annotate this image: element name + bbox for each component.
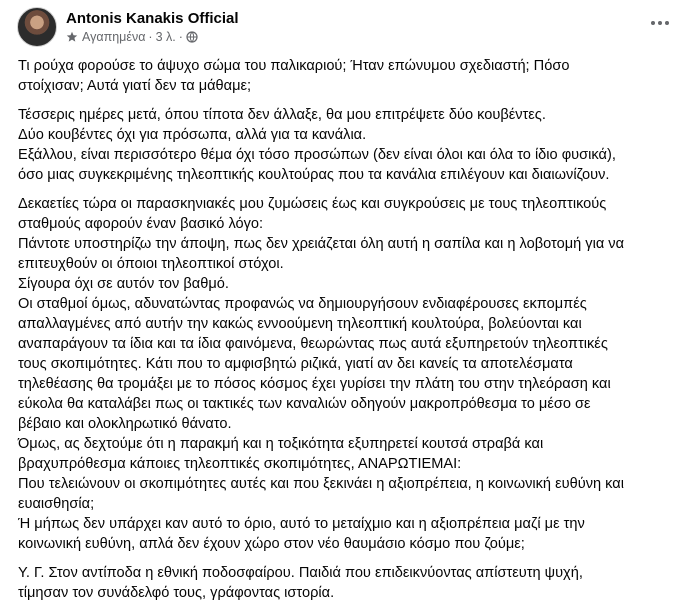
post-text-line: στοίχισαν; Αυτά γιατί δεν τα μάθαμε;: [18, 78, 252, 94]
post-paragraph: [18, 563, 686, 603]
post-text-line: Τέσσερις ημέρες μετά, όπου τίποτα δεν άλλαξε, θα μου επιτρέψετε δύο κουβέντες.: [18, 107, 546, 123]
post-text-line: κοινωνική ευθύνη, απλά δεν έχουν χώρο στον νέο θαυμάσιο κόσμο που ζούμε;: [18, 536, 525, 552]
post-text-line: Εξάλλου, είναι περισσότερο θέμα όχι τόσο προσώπων (δεν είναι όλοι και όλα το ίδιο φυσικά),: [18, 147, 616, 163]
avatar[interactable]: [17, 7, 57, 47]
post-text-line: αναπαράγουν τα ίδια και τα ίδια φαινόμενα, θεωρώντας πως αυτά εξυπηρετούν τηλεοπτικές: [18, 336, 608, 352]
post-text-line: βέβαιο και ολοκληρωτικό θάνατο.: [18, 416, 232, 432]
post-time[interactable]: 3 λ.: [155, 29, 176, 44]
post-text-line: τους σκοπιμότητες. Κάτι που το αμφισβητώ ριζικά, γιατί αν δει κανείς τα αποτελέσματα: [18, 356, 573, 372]
globe-icon[interactable]: [186, 31, 198, 43]
post-header: [17, 5, 239, 49]
post-text-line: Όμως, ας δεχτούμε ότι η παρακμή και η τοξικότητα εξυπηρετεί κουτσά στραβά και: [18, 436, 544, 452]
post-meta: [66, 9, 239, 46]
post-text-line: σταθμούς αφορούν έναν βασικό λόγο:: [18, 216, 264, 232]
audience-label[interactable]: Αγαπημένα: [82, 29, 146, 44]
post-text-line: Δεκαετίες τώρα οι παρασκηνιακές μου ζυμώσεις έως και συγκρούσεις με τους τηλεοπτικούς: [18, 196, 607, 212]
star-icon: [66, 31, 78, 43]
post-text-line: τίμησαν τον συνάδελφό τους, γράφοντας ιστορία.: [18, 585, 335, 601]
post-text-line: Δύο κουβέντες όχι για πρόσωπα, αλλά για τα κανάλια.: [18, 127, 367, 143]
post-text-line: βραχυπρόθεσμα κάποιες τηλεοπτικές σκοπιμότητες, ΑΝΑΡΩΤΙΕΜΑΙ:: [18, 456, 462, 472]
separator-dot: ·: [148, 29, 153, 44]
post-text-line: Υ. Γ. Στον αντίποδα η εθνική ποδοσφαίρου. Παιδιά που επιδεικνύοντας απίστευτη ψυχή,: [18, 565, 583, 581]
post-text-line: όσο μιας συγκεκριμένης τηλεοπτικής κουλτούρας που τα κανάλια επιλέγουν και διαιωνίζουν.: [18, 167, 610, 183]
post-text-line: επιτευχθούν οι όποιοι τηλεοπτικοί στόχοι.: [18, 256, 284, 272]
separator-dot: ·: [178, 29, 183, 44]
post-text-line: Πάντοτε υποστηρίζω την άποψη, πως δεν χρειάζεται όλη αυτή η σαπίλα και η λοβοτομή για να: [18, 236, 625, 252]
post-paragraph: [18, 56, 686, 96]
post-text-line: εύκολα θα καταλάβει πως οι τακτικές των καναλιών οδηγούν μακροπρόθεσμα το μέσο σε: [18, 396, 591, 412]
post-text-line: Που τελειώνουν οι σκοπιμότητες αυτές και που ξεκινάει η αξιοπρέπεια, η κοινωνική ευθύνη και: [18, 476, 624, 492]
post-paragraph: [18, 105, 686, 185]
author-name[interactable]: Antonis Kanakis Official: [66, 9, 239, 27]
post-text: [18, 56, 686, 612]
post-text-line: Τι ρούχα φορούσε το άψυχο σώμα του παλικαριού; Ήταν επώνυμου σχεδιαστή; Πόσο: [18, 58, 570, 74]
more-options-icon[interactable]: [648, 14, 672, 32]
post-paragraph: [18, 194, 686, 554]
post-text-line: τηλεθέασης θα τρομάξει με το πόσος κόσμος έχει γυρίσει την πλάτη του στην τηλεόραση και: [18, 376, 611, 392]
post-text-line: Οι σταθμοί όμως, αδυνατώντας προφανώς να δημιουργήσουν ενδιαφέρουσες εκπομπές: [18, 296, 587, 312]
post-text-line: ευαισθησία;: [18, 496, 95, 512]
post-subline: [66, 29, 239, 46]
post-text-line: Ή μήπως δεν υπάρχει καν αυτό το όριο, αυτό το μεταίχμιο και η αξιοπρέπεια μαζί με την: [18, 516, 585, 532]
post-text-line: Σίγουρα όχι σε αυτόν τον βαθμό.: [18, 276, 229, 292]
post-text-line: απαλλαγμένες από αυτήν την κακώς εννοούμενη τηλεοπτική κουλτούρα, βολεύονται και: [18, 316, 582, 332]
